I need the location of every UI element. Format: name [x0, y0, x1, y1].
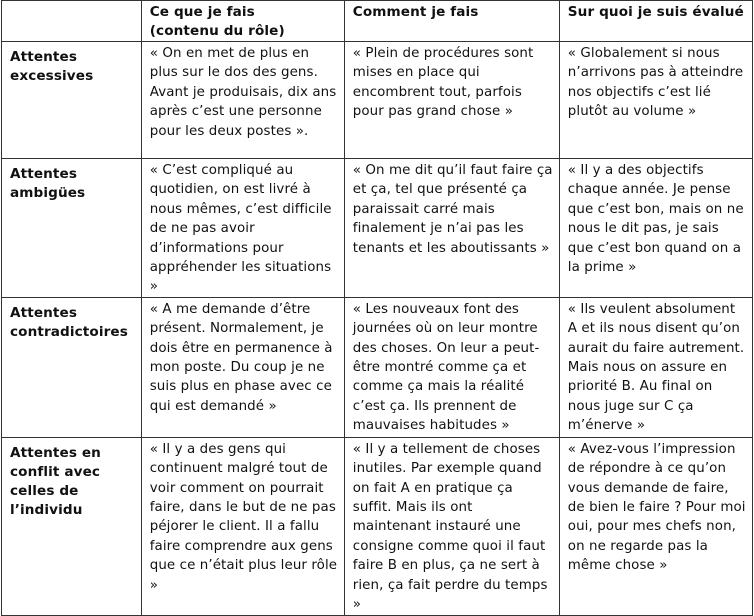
- header-row: [2, 1, 753, 42]
- quote-text: « A me demande d’être présent. Normalement, je dois être en permanence à mon poste. Du coup je ne suis plus en phase avec ce qui est demandé »: [149, 301, 333, 414]
- row-label-line: Attentes en: [10, 444, 101, 461]
- row-label-line: ambigües: [10, 185, 86, 201]
- quote-text: « Il y a des objectifs chaque année. Je pense que c’est bon, mais on ne nous le dit pas, je sais que c’est bon quand on a la prime »: [567, 163, 744, 276]
- table-cell: [141, 159, 344, 298]
- table-row: [2, 159, 753, 298]
- header-evaluation: [559, 1, 752, 42]
- table-cell: [141, 297, 344, 437]
- table-cell: [559, 297, 752, 437]
- row-label-excessive: [2, 42, 142, 159]
- row-label-line: excessives: [10, 68, 94, 84]
- quote-text: « Il y a tellement de choses inutiles. Par exemple quand on fait A en pratique ça suffit. Mais ils ont maintenant instauré une consigne comme quoi il faut faire B en plus, ça ne sert à rien, ça fait perdre du temps »: [352, 441, 548, 613]
- table-cell: [344, 297, 559, 437]
- table-cell: [559, 42, 752, 159]
- table-cell: [344, 159, 559, 298]
- header-line: Comment je fais: [352, 4, 479, 20]
- quote-text: « Globalement si nous n’arrivons pas à atteindre nos objectifs c’est lié plutôt au volume »: [567, 46, 744, 120]
- quote-text: « C’est compliqué au quotidien, on est livré à nous mêmes, c’est difficile de ne pas avoir d’informations pour appréhender les situations »: [149, 163, 332, 295]
- row-label-contradictory: [2, 297, 142, 437]
- header-line: (contenu du rôle): [149, 23, 285, 39]
- row-label-line: Attentes: [10, 304, 78, 321]
- table-cell: [559, 437, 752, 615]
- row-label-conflict: [2, 437, 142, 615]
- quote-text: « Il y a des gens qui continuent malgré tout de voir comment on pourrait faire, dans le but de ne pas péjorer le client. Il a fallu faire comprendre aux gens que ce n’était plus leur rôle »: [149, 441, 338, 593]
- header-role-content: [141, 1, 344, 42]
- table-row: [2, 297, 753, 437]
- quote-text: « Avez-vous l’impression de répondre à ce qu’on vous demande de faire, de bien le faire ? Pour moi oui, pour mes chefs non, on ne regarde pas la même chose »: [567, 441, 746, 574]
- row-label-line: celles de: [10, 482, 79, 499]
- row-label-line: conflit avec: [10, 463, 101, 480]
- row-label-line: Attentes: [10, 49, 78, 65]
- table-cell: [344, 437, 559, 615]
- row-label-ambiguous: [2, 159, 142, 298]
- expectations-table: [1, 0, 753, 616]
- row-label-line: contradictoires: [10, 323, 128, 340]
- table-row: [2, 42, 753, 159]
- table-cell: [141, 42, 344, 159]
- quote-text: « On en met de plus en plus sur le dos des gens. Avant je produisais, dix ans après c’est une personne pour les deux postes ».: [149, 46, 337, 139]
- table-cell: [141, 437, 344, 615]
- row-label-line: Attentes: [10, 166, 78, 182]
- quote-text: « Plein de procédures sont mises en place qui encombrent tout, parfois pour pas grand chose »: [352, 46, 534, 120]
- table-row: [2, 437, 753, 615]
- header-line: Ce que je fais: [149, 4, 255, 20]
- header-empty: [2, 1, 142, 42]
- quote-text: « On me dit qu’il faut faire ça et ça, tel que présenté ça paraissait carré mais finalement je n’ai pas les tenants et les aboutissants »: [352, 163, 553, 256]
- quote-text: « Ils veulent absolument A et ils nous disent qu’on aurait du faire autrement. Mais nous on assure en priorité B. Au final on nous juge sur C ça m’énerve »: [567, 301, 745, 434]
- row-label-line: l’individu: [10, 501, 83, 518]
- table-cell: [559, 159, 752, 298]
- quote-text: « Les nouveaux font des journées où on leur montre des choses. On leur a peut-être montré comme ça et comme ça mais la réalité c’est ça. Ils prennent de mauvaises habitudes »: [352, 301, 540, 434]
- table-cell: [344, 42, 559, 159]
- header-line: Sur quoi je suis évalué: [567, 4, 744, 20]
- header-how: [344, 1, 559, 42]
